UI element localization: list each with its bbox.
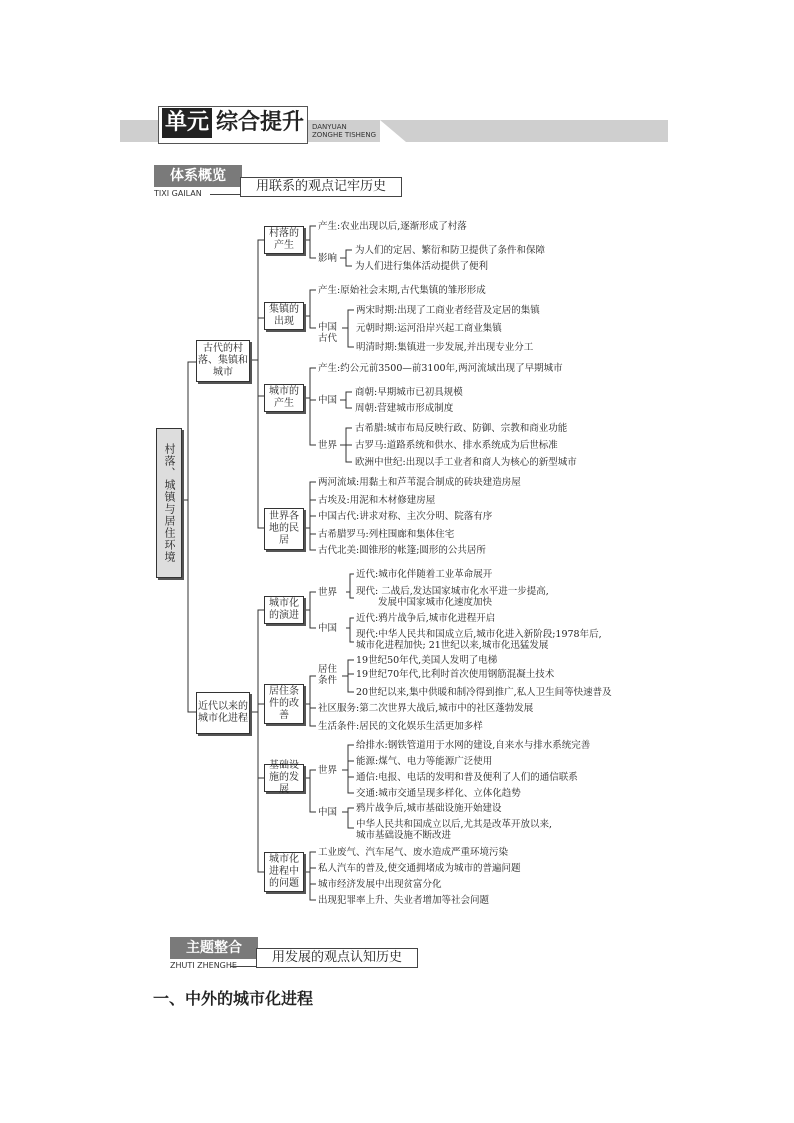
leaf-living-culture: 生活条件:居民的文化娱乐生活更加多样	[318, 721, 483, 732]
leaf-village-influence-1: 为人们的定居、繁衍和防卫提供了条件和保障	[355, 245, 546, 256]
leaf-dwelling-egypt: 古埃及:用泥和木材修建房屋	[318, 495, 436, 506]
leaf-urban-contemporary-china-1: 现代:中华人民共和国成立后,城市化进入新阶段;1978年后,	[356, 629, 602, 640]
section2-label: 主题整合	[170, 937, 258, 959]
label-world-3: 世界	[318, 765, 338, 776]
leaf-dwelling-north-america: 古代北美:圆锥形的帐篷;圆形的公共居所	[318, 545, 486, 556]
section1-subtitle: 用联系的观点记牢历史	[240, 177, 402, 197]
l1-modern: 近代以来的城市化进程	[196, 692, 250, 734]
leaf-living-concrete: 19世纪70年代,比利时首次使用钢筋混凝土技术	[356, 669, 555, 680]
label-china-3: 中国	[318, 807, 338, 818]
leaf-urban-modern-world: 近代:城市化伴随着工业革命展开	[356, 569, 493, 580]
section2-pinyin: ZHUTI ZHENGHE	[170, 961, 237, 970]
section2-subtitle: 用发展的观点认知历史	[256, 948, 418, 968]
leaf-dwelling-greece-rome: 古希腊罗马:列柱围廊和集体住宅	[318, 529, 455, 540]
section1-pinyin: TIXI GAILAN	[154, 189, 202, 198]
l2-problems: 城市化进程中的问题	[264, 852, 304, 892]
leaf-town-yuan: 元朝时期:运河沿岸兴起工商业集镇	[356, 323, 502, 334]
leaf-infra-water: 给排水:钢铁管道用于水网的建设,自来水与排水系统完善	[356, 740, 591, 751]
leaf-city-greece: 古希腊:城市布局反映行政、防御、宗教和商业功能	[355, 423, 568, 434]
header-dark-label: 单元	[162, 108, 212, 138]
leaf-urban-contemporary-world-1: 现代: 二战后,发达国家城市化水平进一步提高,	[356, 586, 549, 597]
section1-label: 体系概览	[154, 165, 242, 187]
label-ancient-china: 中国古代	[318, 322, 338, 344]
mindmap-root: 村落、城镇与居住环境	[156, 428, 182, 578]
l2-market-town: 集镇的出现	[264, 302, 304, 330]
leaf-town-song: 两宋时期:出现了工商业者经营及定居的集镇	[356, 305, 540, 316]
leaf-city-origin: 产生:约公元前3500—前3100年,两河流域出现了早期城市	[318, 363, 563, 374]
leaf-city-shang: 商朝:早期城市已初具规模	[355, 387, 463, 398]
label-china-2: 中国	[318, 623, 338, 634]
header-pinyin-line1: DANYUAN	[312, 123, 347, 131]
leaf-infra-china-2a: 中华人民共和国成立以后,尤其是改革开放以来,	[356, 819, 553, 830]
label-influence: 影响	[318, 253, 338, 264]
leaf-dwelling-mesopotamia: 两河流域:用黏土和芦苇混合制成的砖块建造房屋	[318, 477, 521, 488]
leaf-infra-china-2b: 城市基础设施不断改进	[356, 830, 452, 841]
label-living: 居住条件	[318, 664, 338, 686]
label-world-2: 世界	[318, 587, 338, 598]
l2-village: 村落的产生	[264, 226, 304, 254]
leaf-problem-crime: 出现犯罪率上升、失业者增加等社会问题	[318, 895, 490, 906]
header-pinyin-line2: ZONGHE TISHENG	[312, 131, 377, 139]
leaf-infra-china-1: 鸦片战争后,城市基础设施开始建设	[356, 803, 502, 814]
l2-living-conditions: 居住条件的改善	[264, 684, 304, 724]
leaf-problem-traffic: 私人汽车的普及,使交通拥堵成为城市的普遍问题	[318, 863, 521, 874]
label-china-1: 中国	[318, 395, 338, 406]
leaf-city-zhou: 周朝:营建城市形成制度	[355, 403, 454, 414]
leaf-urban-contemporary-china-2: 城市化进程加快; 21世纪以来,城市化迅猛发展	[356, 640, 549, 651]
leaf-town-origin: 产生:原始社会末期,古代集镇的雏形形成	[318, 285, 486, 296]
leaf-city-medieval: 欧洲中世纪:出现以手工业者和商人为核心的新型城市	[355, 457, 577, 468]
label-world-1: 世界	[318, 440, 338, 451]
leaf-urban-modern-china: 近代:鸦片战争后,城市化进程开启	[356, 613, 496, 624]
bottom-heading: 一、中外的城市化进程	[153, 989, 314, 1008]
leaf-town-mingqing: 明清时期:集镇进一步发展,并出现专业分工	[356, 342, 534, 353]
l2-urbanization: 城市化的演进	[264, 596, 304, 624]
leaf-problem-pollution: 工业废气、汽车尾气、废水造成严重环境污染	[318, 847, 509, 858]
leaf-infra-energy: 能源:煤气、电力等能源广泛使用	[356, 756, 493, 767]
leaf-urban-contemporary-world-2: 发展中国家城市化速度加快	[378, 597, 493, 608]
l2-city-origin: 城市的产生	[264, 384, 304, 412]
leaf-living-elevator: 19世纪50年代,美国人发明了电梯	[356, 655, 498, 666]
section2-underline	[230, 966, 256, 967]
leaf-living-community: 社区服务:第二次世界大战后,城市中的社区蓬勃发展	[318, 703, 534, 714]
l1-ancient: 古代的村落、集镇和城市	[196, 340, 250, 382]
l2-dwellings: 世界各地的民居	[264, 508, 304, 550]
leaf-village-influence-2: 为人们进行集体活动提供了便利	[355, 261, 489, 272]
leaf-infra-transport: 交通:城市交通呈现多样化、立体化趋势	[356, 788, 521, 799]
leaf-village-origin: 产生:农业出现以后,逐渐形成了村落	[318, 221, 467, 232]
header-title: 综合提升	[216, 110, 305, 135]
leaf-dwelling-china: 中国古代:讲求对称、主次分明、院落有序	[318, 511, 493, 522]
l2-infrastructure: 基础设施的发展	[264, 764, 304, 792]
leaf-problem-inequality: 城市经济发展中出现贫富分化	[318, 879, 442, 890]
leaf-living-heating: 20世纪以来,集中供暖和制冷得到推广,私人卫生间等快速普及	[356, 687, 612, 698]
leaf-infra-communication: 通信:电报、电话的发明和普及便利了人们的通信联系	[356, 772, 578, 783]
leaf-city-rome: 古罗马:道路系统和供水、排水系统成为后世标准	[355, 440, 558, 451]
